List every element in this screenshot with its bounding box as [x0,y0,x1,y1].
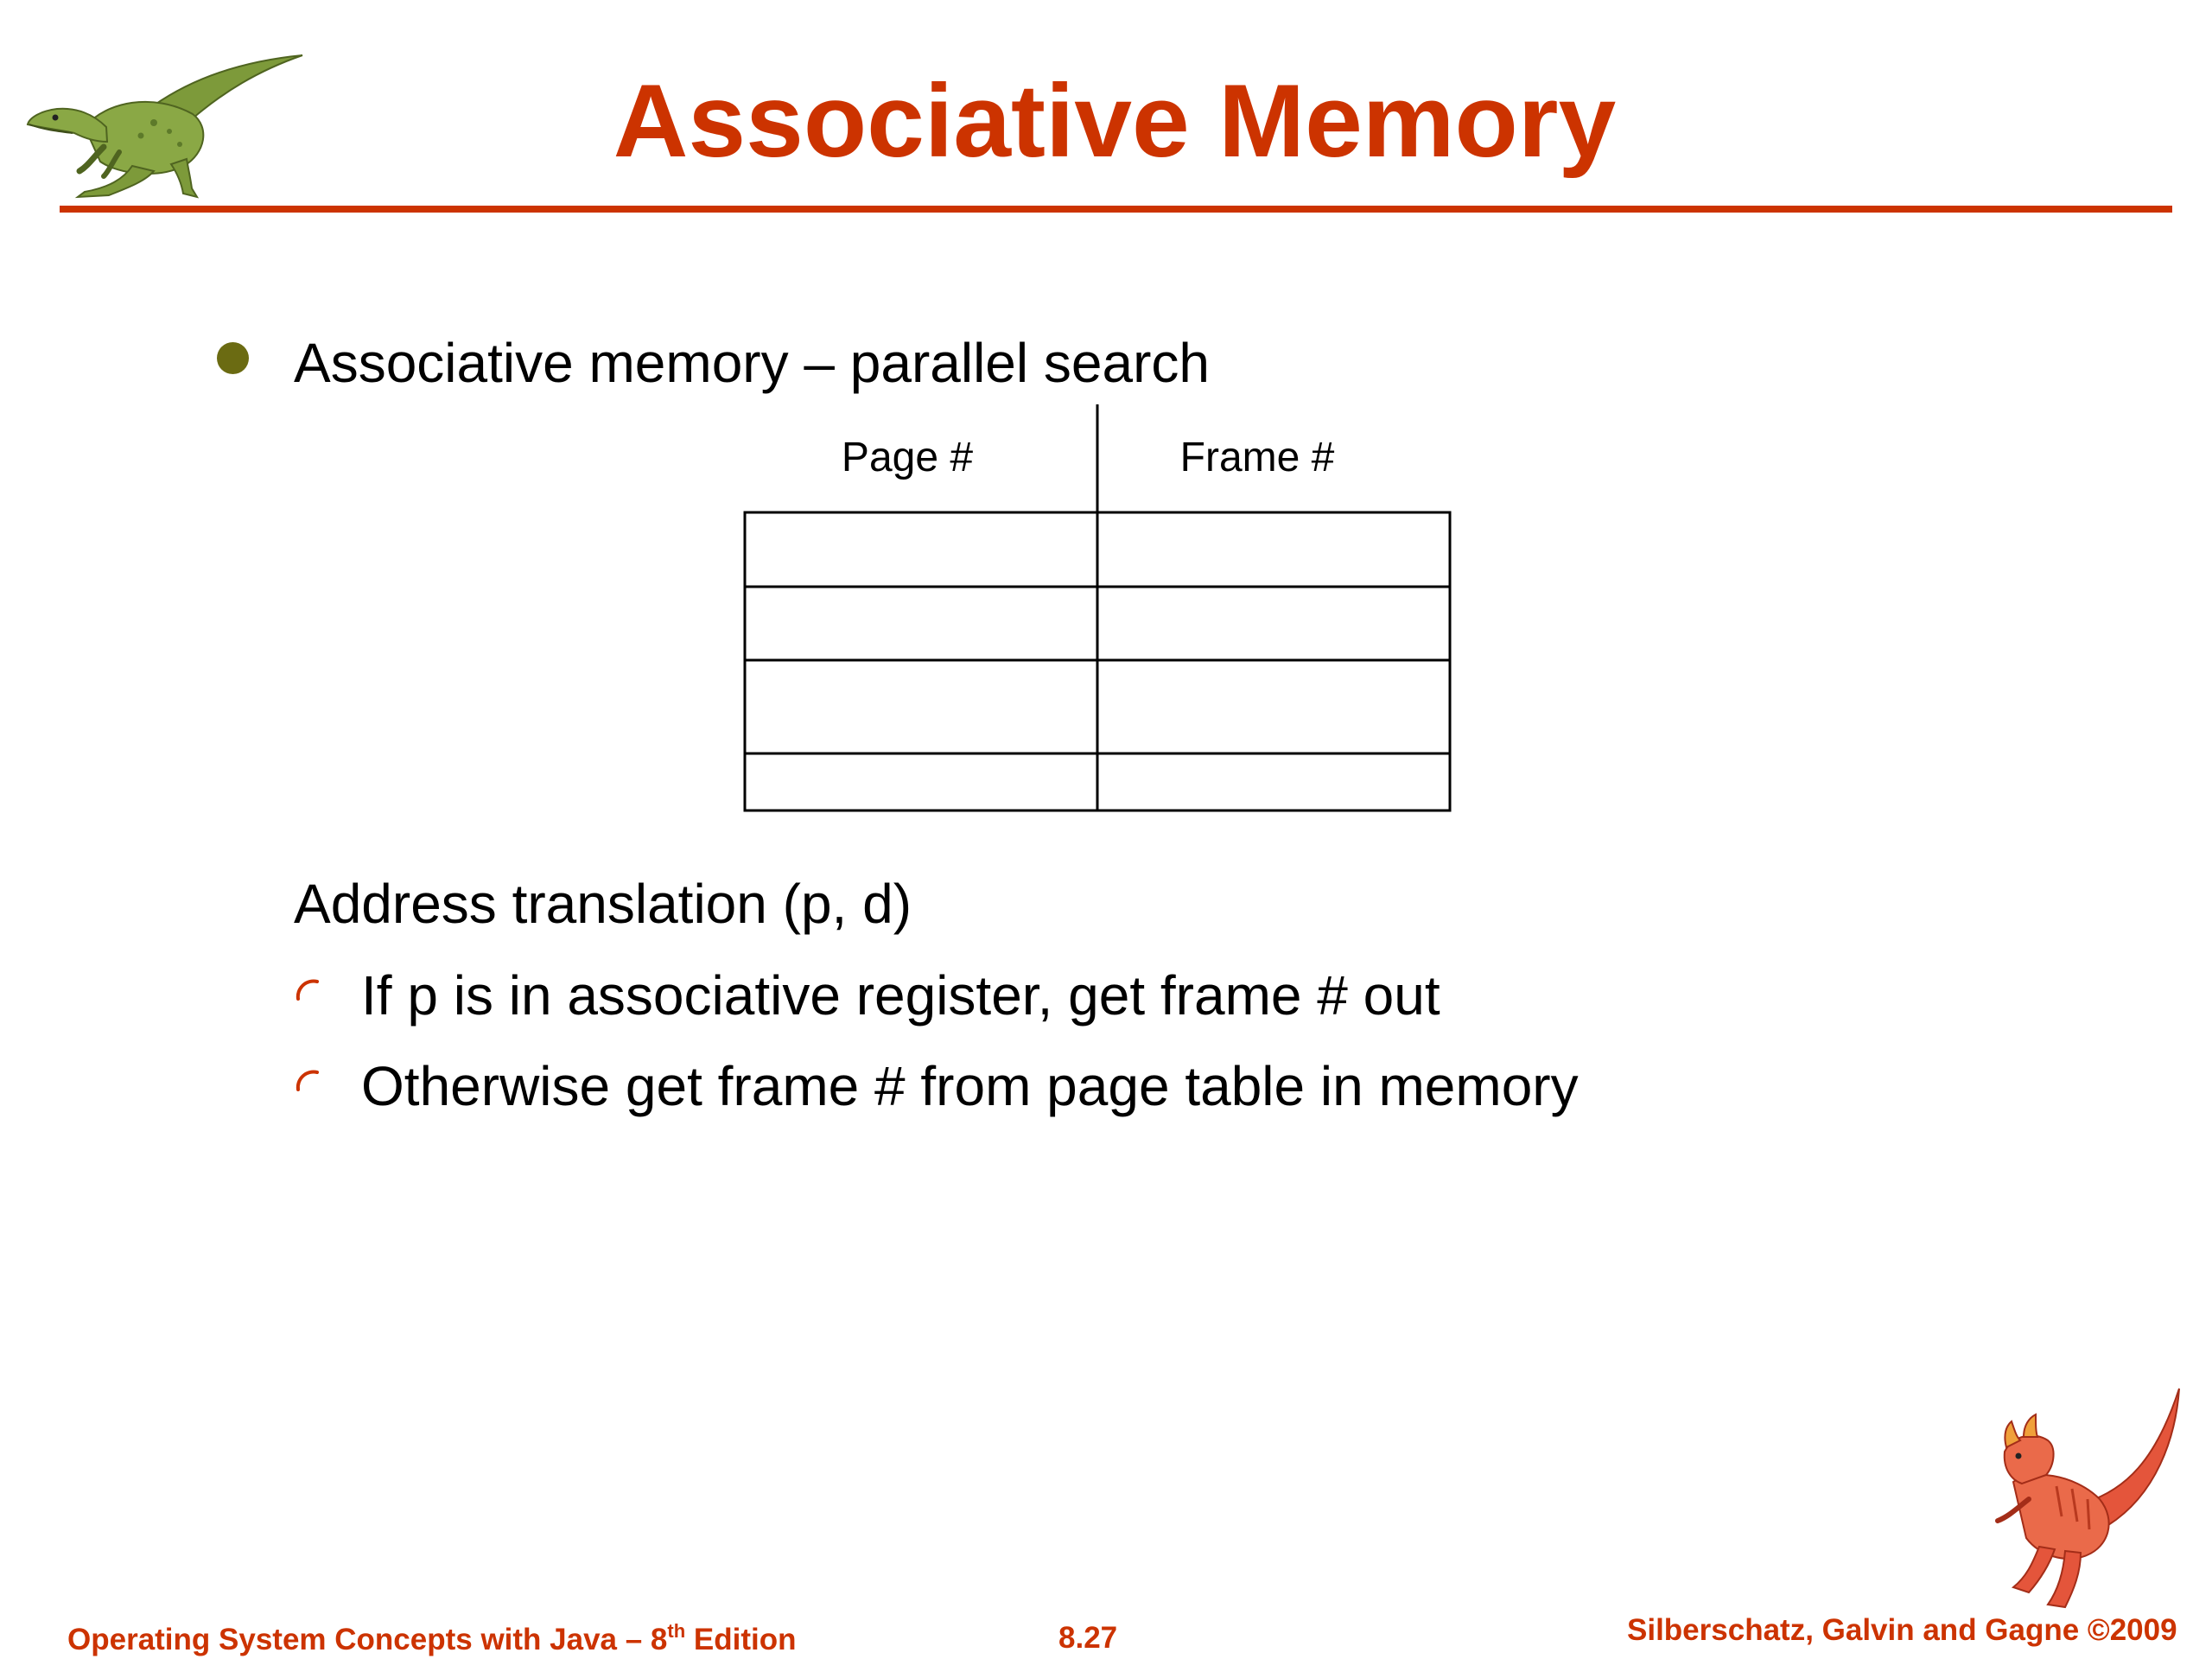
arc-bullet-icon [294,976,320,1002]
arc-bullet-icon [294,1067,320,1093]
sub-bullet-text: Otherwise get frame # from page table in memory [361,1055,1579,1117]
table-header-frame: Frame # [1179,435,1335,480]
footer-book-title: Operating System Concepts with Java – 8th Edition [67,1620,797,1656]
sub-bullet-text: If p is in associative register, get frame # out [361,964,1440,1027]
subheading-text: Address translation (p, d) [294,873,912,935]
bullet-main-text: Associative memory – parallel search [294,332,1210,394]
footer-slide-number: 8.27 [1058,1621,1118,1655]
footer-copyright: Silberschatz, Galvin and Gagne ©2009 [1627,1613,2177,1647]
slide-title: Associative Memory [613,63,1617,179]
table-header-page: Page # [841,435,974,480]
red-dinosaur-illustration [1979,1387,2186,1611]
